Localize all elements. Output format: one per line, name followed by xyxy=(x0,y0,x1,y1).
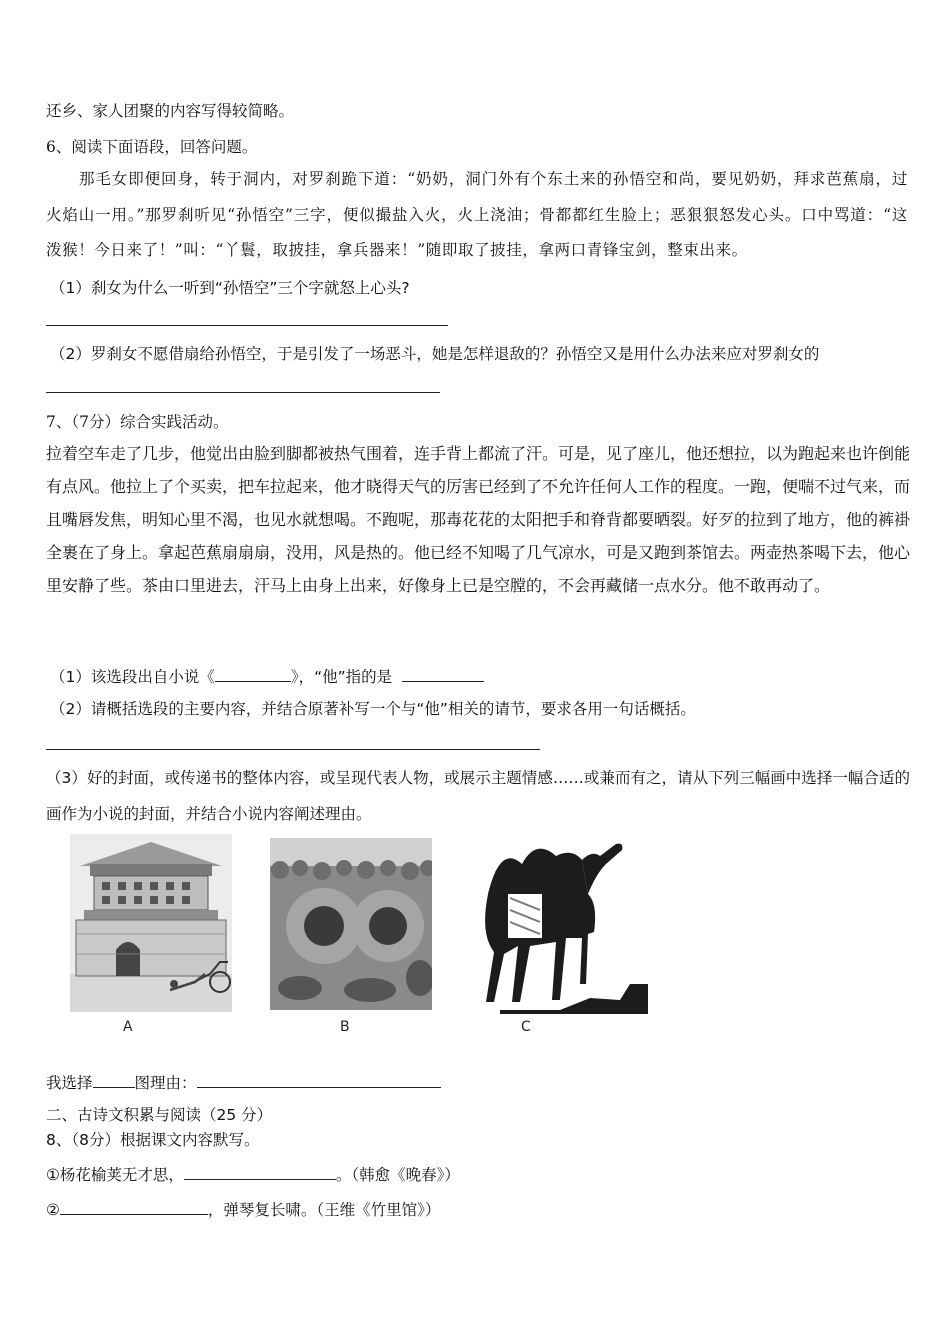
image-a-label: A xyxy=(123,1019,133,1035)
image-c-camel[interactable] xyxy=(470,834,648,1014)
section2-title: 二、古诗文积累与阅读（25 分） xyxy=(46,1106,273,1124)
q8-blank-1[interactable] xyxy=(184,1163,336,1180)
q7-book-blank[interactable] xyxy=(215,665,291,682)
q7-choice-text-a: 我选择 xyxy=(46,1074,93,1092)
q7-sub1-text-b: 》，“他”指的是 xyxy=(290,668,393,686)
q6-sub2: （2）罗刹女不愿借扇给孙悟空，于是引发了一场恶斗，她是怎样退敌的？孙悟空又是用什么办法来应对罗刹女的 xyxy=(50,345,820,363)
q7-he-blank[interactable] xyxy=(402,665,484,682)
q7-sub3: （3）好的封面，或传递书的整体内容，或呈现代表人物，或展示主题情感……或兼而有之，请从下列三幅画中选择一幅合适的画作为小说的封面，并结合小说内容阐述理由。 xyxy=(46,769,910,823)
image-b-label: B xyxy=(340,1019,350,1035)
top-line: 还乡、家人团聚的内容写得较简略。 xyxy=(46,102,295,120)
q8-line1-text-b: 。（韩愈《晚春》） xyxy=(335,1166,460,1184)
q7-title: 7、（7分）综合实践活动。 xyxy=(46,413,229,431)
q8-line2-text-a: ② xyxy=(46,1201,60,1219)
q7-sub1 xyxy=(50,665,484,687)
q7-sub2: （2）请概括选段的主要内容，并结合原著补写一个与“他”相关的请节，要求各用一句话概括。 xyxy=(50,700,696,718)
q7-reason-blank[interactable] xyxy=(197,1071,441,1088)
image-a-city-gate[interactable] xyxy=(70,834,232,1012)
q7-choice xyxy=(46,1071,441,1093)
q6-passage: 那毛女即便回身，转于洞内，对罗刹跪下道：“奶奶，洞门外有个东土来的孙悟空和尚，要见奶奶，拜求芭蕉扇，过火焰山一用。”那罗刹听见“孙悟空”三字，便似撮盐入火，火上浇油；骨都都红生脸上；恶狠狠怒发心头。口中骂道：“这泼猴！今日来了！”叫：“丫鬟，取披挂，拿兵器来！”随即取了披挂，拿两口青锋宝剑，整束出来。 xyxy=(46,170,908,259)
q8-line1-text-a: ①杨花榆荚无才思， xyxy=(46,1166,184,1184)
q7-choice-blank[interactable] xyxy=(93,1071,135,1088)
q7-answer-line[interactable] xyxy=(46,749,540,750)
q8-line2 xyxy=(46,1198,440,1220)
q6-answer-line-2[interactable] xyxy=(46,392,440,393)
q6-sub1: （1）刹女为什么一听到“孙悟空”三个字就怒上心头? xyxy=(50,279,410,297)
q6-title: 6、阅读下面语段，回答问题。 xyxy=(46,138,258,156)
q7-choice-text-b: 图理由： xyxy=(134,1074,197,1092)
image-c-label: C xyxy=(521,1019,531,1035)
q8-blank-2[interactable] xyxy=(60,1198,208,1215)
q8-title: 8、（8分）根据课文内容默写。 xyxy=(46,1131,260,1149)
q6-answer-line-1[interactable] xyxy=(46,325,448,326)
q7-sub1-text-a: （1）该选段出自小说《 xyxy=(50,668,215,686)
q8-line2-text-b: ，弹琴复长啸。（王维《竹里馆》） xyxy=(207,1201,441,1219)
q8-line1 xyxy=(46,1163,460,1185)
image-b-sunflowers[interactable] xyxy=(270,838,432,1010)
q7-passage: 拉着空车走了几步，他觉出由脸到脚都被热气围着，连手背上都流了汗。可是，见了座儿，他还想拉，以为跑起来也许倒能有点风。他拉上了个买卖，把车拉起来，他才晓得天气的厉害已经到了不允许任何人工作的程度。一跑，便喘不过气来，而且嘴唇发焦，明知心里不渴，也见水就想喝。不跑呢，那毒花花的太阳把手和脊背都要晒裂。好歹的拉到了地方，他的裤褂全裹在了身上。拿起芭蕉扇扇扇，没用，风是热的。他已经不知喝了几气凉水，可是又跑到茶馆去。两壶热茶喝下去，他心里安静了些。茶由口里进去，汗马上由身上出来，好像身上已是空膛的，不会再藏储一点水分。他不敢再动了。 xyxy=(46,444,911,595)
